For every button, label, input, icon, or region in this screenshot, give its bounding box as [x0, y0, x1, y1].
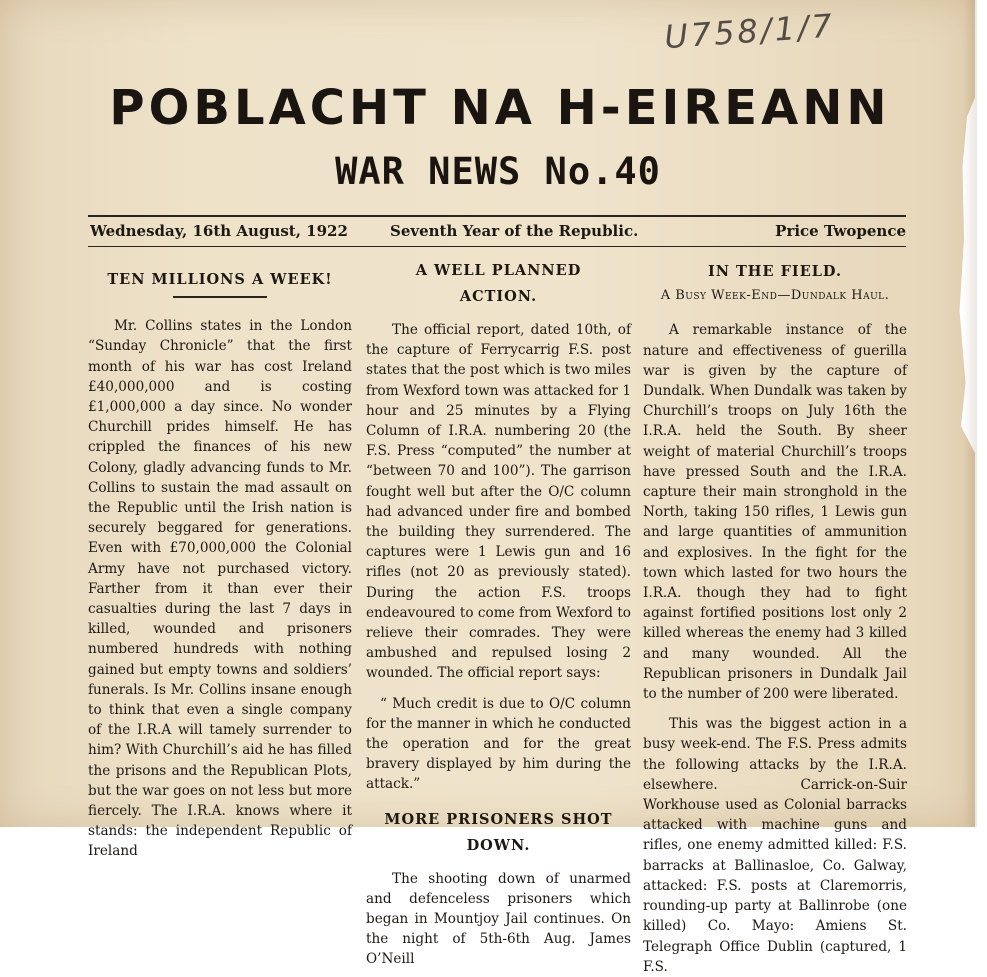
article-subheading: A Busy Week-End—Dundalk Haul. — [660, 288, 890, 304]
article-quote: “ Much credit is due to O/C column for the manner in which he conducted the operation and for the great bravery displayed by him during the attack.” — [366, 695, 631, 793]
article-heading: IN THE FIELD. — [707, 263, 843, 280]
article-paragraph: The official report, dated 10th, of the capture of Ferrycarrig F.S. post states that the post which is two miles from Wexford town was attacked for 1 hour and 25 minutes by a Flying Column of I.R.A. numbering 20 (the F.S. Press “computed” the number at “between 70 and 100”). The garrison fought well but after the O/C column had advanced under fire and bombed the building they surrendered. The captures were 1 Lewis gun and 16 rifles (not 20 as previously stated). During the action F.S. troops endeavoured to come from Wexford to relieve their comrades. They were ambushed and repulsed losing 2 wounded. The official report says: — [366, 322, 631, 682]
article-paragraph: A remarkable instance of the nature and effectiveness of guerilla war is given by the capture of Dundalk. When Dundalk was taken by Churchill’s troops on July 16th the I.R.A. held the South. By sheer weight of material Churchill’s troops have pressed South and the I.R.A. capture their main stronghold in the North, taking 150 rifles, 1 Lewis gun and large quantities of ammunition and explosives. In the fight for the town which lasted for two hours the I.R.A. though they had to fight against fortified positions lost only 2 killed whereas the enemy had 3 killed and many wounded. All the Republican prisoners in Dundalk Jail to the number of 200 were liberated. — [643, 322, 907, 703]
issue-date: Wednesday, 16th August, 1922 — [90, 222, 348, 240]
republic-year: Seventh Year of the Republic. — [390, 222, 639, 240]
article-heading: TEN MILLIONS A WEEK! — [107, 271, 333, 288]
column-1 — [88, 258, 352, 862]
heading-divider — [173, 296, 267, 298]
top-rule — [88, 215, 906, 217]
masthead-title: POBLACHT NA H-EIREANN — [109, 80, 891, 136]
dateline — [90, 222, 906, 244]
article-heading: A WELL PLANNED ACTION. — [415, 262, 582, 305]
issue-price: Price Twopence — [775, 222, 906, 240]
column-3 — [643, 258, 907, 977]
archive-reference: U758/1/7 — [663, 6, 837, 57]
torn-edge — [946, 95, 976, 455]
article-paragraph: Mr. Collins states in the London “Sunday Chronicle” that the first month of his war has cost Ireland £40,000,000 and is costing £1,000,000 a day since. No wonder Churchill prides himself. He has crippled the finances of his new Colony, gladly advancing funds to Mr. Collins to sustain the mad assault on the Republic until the Irish nation is securely beggared for generations. Even with £70,000,000 the Colonial Army have not purchased victory. Farther from it than ever their casualties during the last 7 days in killed, wounded and prisoners numbered hundreds with nothing gained but empty towns and soldiers’ funerals. Is Mr. Collins insane enough to think that even a single company of the I.R.A will tamely surrender to him? With Churchill’s aid he has filled the prisons and the Republican Plots, but the war goes on not less but more fiercely. The I.R.A. knows where it stands: the independent Republic of Ireland — [88, 318, 352, 860]
article-heading: MORE PRISONERS SHOT DOWN. — [384, 810, 613, 854]
article-paragraph: The shooting down of unarmed and defenceless prisoners which began in Mountjoy Jail continues. On the night of 5th-6th Aug. James O’Neill — [366, 870, 631, 968]
column-2 — [366, 258, 631, 970]
masthead-subtitle: WAR NEWS No.40 — [335, 150, 661, 193]
article-paragraph: This was the biggest action in a busy week-end. The F.S. Press admits the following attacks by the I.R.A. elsewhere. Carrick-on-Suir Workhouse used as Colonial barracks attacked with machine guns and rifles, one enemy admitted killed: F.S. barracks at Ballinasloe, Co. Galway, attacked: F.S. posts at Claremorris, rounding-up party at Ballinrobe (one killed) Co. Mayo: Amiens St. Telegraph Office Dublin (captured, 1 F.S. — [643, 716, 907, 975]
bottom-rule — [88, 246, 906, 247]
